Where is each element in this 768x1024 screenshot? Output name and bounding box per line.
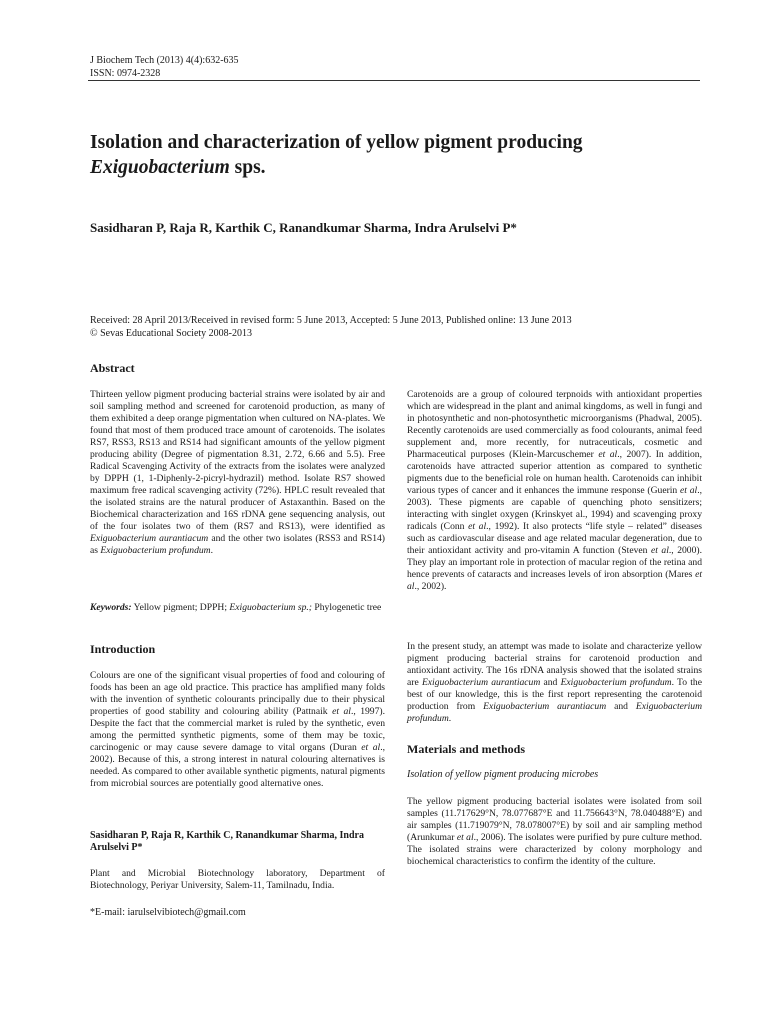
affiliation-address-text: Plant and Microbial Biotechnology laboratory, Department of Biotechnology, Periyar University, Salem-11, Tamilnadu, India. [90,868,385,891]
keywords-text-2: Phylogenetic tree [312,602,382,613]
ps-species-3: Exiguobacterium aurantiacum [483,701,607,712]
title-line1: Isolation and characterization of yellow pigment producing [90,132,583,153]
author-list: Sasidharan P, Raja R, Karthik C, Ranandkumar Sharma, Indra Arulselvi P* [90,220,517,235]
isolation-subheading: Isolation of yellow pigment producing microbes [407,769,599,780]
mm-etal: et al [456,832,474,843]
present-study-paragraph [407,641,702,725]
carotenoids-paragraph [407,389,702,593]
ps-and-2: and [606,701,636,712]
abstract-text: Thirteen yellow pigment producing bacterial strains were isolated by air and soil sampling method and screened for carotenoid production, as many of them exhibited a deep orange pigmentation when cultured on NA-plates. We found that most of them produced trace amount of carotenoids. The isolates RS7, RSS3, RS13 and RS14 had significant amounts of the yellow pigment producing ability (Degree of pigmentation 8.31, 2.72, 6.66 and 5.5). Free Radical Scavenging Activity of the extracts from the isolates were analyzed by DPPH (1, 1-Diphenly-2-picryl-hydrazil) method. Isolate RS7 showed maximum free radical scavenging activity (72%). HPLC result revealed that the isolated strains are the natural producer of Astaxanthin. Based on the Biochemical characterization and 16S rDNA gene sequencing analysis, out of the four isolates two of them (RS7 and RS13), were identified as [90,389,385,532]
issn: ISSN: 0974-2328 [90,68,161,79]
title-suffix: sps. [229,157,266,178]
rc-etal-4: et al [650,545,669,556]
keywords [90,602,385,614]
ps-end: . [448,713,452,724]
abstract-text-end: . [210,545,214,556]
ps-and-1: and [540,677,561,688]
abstract-text-2: and the other two isolates (RSS3 and RS14) as [90,533,385,556]
rc-text-5: ., 2000). They play an important role in protection of macular region of the retina and hence prevents of cataracts and increases levels of iron absorption (Mares [407,545,702,580]
journal-citation: J Biochem Tech (2013) 4(4):632-635 [90,55,239,66]
received-dates: Received: 28 April 2013/Received in revised form: 5 June 2013, Accepted: 5 June 2013, Published online: 13 June 2013 [90,315,572,326]
intro-etal-1: et al [332,706,351,717]
abstract-body [90,389,385,557]
affiliation-authors: Sasidharan P, Raja R, Karthik C, Ranandkumar Sharma, Indra Arulselvi P* [90,830,364,853]
intro-text-3: ., 2002). Because of this, a strong interest in natural colouring alternatives is needed. As compared to other available synthetic pigments, natural pigments from microbial sources are potentially good alternative ones. [90,742,385,789]
intro-text-2: ., 1997). Despite the fact that the commercial market is ruled by the synthetic, even among the permitted synthetic pigments, some of them may be toxic, carcinogenic or may cause severe damage to vital organs (Duran [90,706,385,753]
mm-text-2: ., 2006). The isolates were purified by pure culture method. The isolated strains were characterized by colony morphology and biochemical characteristics to confirm the identity of the culture. [407,832,702,867]
rc-etal-5: et al [407,569,702,592]
abstract-heading: Abstract [90,361,135,375]
rc-text-3: ., 2003). These pigments are capable of quenching photo sensitizers; interacting with singlet oxygen (Krinskyet al., 1994) and scavenging proxy radicals (Conn [407,485,702,532]
header-rule [88,80,700,81]
intro-text-1: Colours are one of the significant visual properties of food and colouring of foods has been an age old practice. This practice has amplified many folds with the invention of synthetic colourants principally due to their physical properties of good stability and colouring ability (Pattnaik [90,670,385,717]
rc-etal-3: et al [468,521,487,532]
introduction-body [90,670,385,790]
title-genus: Exiguobacterium [90,157,230,178]
rc-text-6: ., 2002). [414,581,447,592]
materials-body [407,796,702,868]
ps-text-2: . To the best of our knowledge, this is the first report representing the carotenoid production from [407,677,702,712]
copyright: © Sevas Educational Society 2008-2013 [90,328,253,339]
introduction-heading: Introduction [90,642,156,656]
rc-text-2: ., 2007). In addition, carotenoids have attracted superior attention as compared to synthetic pigments due to the beneficial role on human health. Carotenoids can inhibit various types of cancer and it enhances the immune response (Guerin [407,449,703,496]
keywords-italic: Exiguobacterium sp.; [229,602,313,613]
rc-text-1: Carotenoids are a group of coloured terpnoids with antioxidant properties which are widespread in the plant and animal kingdoms, as well in fungi and in photosynthetic and non-photosynthetic microorganisms (Phadwal, 2005). Recently carotenoids are used commercially as food colourants, animal feed supplement and, more recently, for nutraceuticals, cosmetic and Pharmaceutical purposes (Klein-Marcuschemer [407,389,702,460]
ps-species-4: Exiguobacterium profundum [407,701,702,724]
species-profundum: Exiguobacterium profundum [100,545,211,556]
keywords-label: Keywords: [90,602,132,613]
species-aurantiacum: Exiguobacterium aurantiacum [90,533,209,544]
ps-species-1: Exiguobacterium aurantiacum [421,677,541,688]
intro-etal-2: et al [361,742,381,753]
keywords-text: Yellow pigment; DPPH; [131,602,230,613]
materials-heading: Materials and methods [407,742,525,756]
ps-species-2: Exiguobacterium profundum [560,677,672,688]
rc-text-4: ., 1992). It also protects “life style – related” diseases such as cardiovascular disease and age related macular degeneration, due to their antioxidant activity and pro-vitamin A function (Steven [407,521,702,556]
rc-etal-1: et al [598,449,618,460]
paper-title [90,130,710,180]
affiliation-address [90,868,385,892]
corresponding-email: *E-mail: iarulselvibiotech@gmail.com [90,907,246,918]
mm-text-1: The yellow pigment producing bacterial isolates were isolated from soil samples (11.717629°N, 78.077687°E and 11.756643°N, 78.040488°E) and air samples (11.719079°N, 78.078007°E) by soil and air sampling method (Arunkumar [407,796,702,843]
ps-text-1: In the present study, an attempt was made to isolate and characterize yellow pigment producing bacterial strains for carotenoid production and antioxidant activity. The 16s rDNA analysis showed that the isolated strains are [407,641,702,688]
rc-etal-2: et al [680,485,698,496]
